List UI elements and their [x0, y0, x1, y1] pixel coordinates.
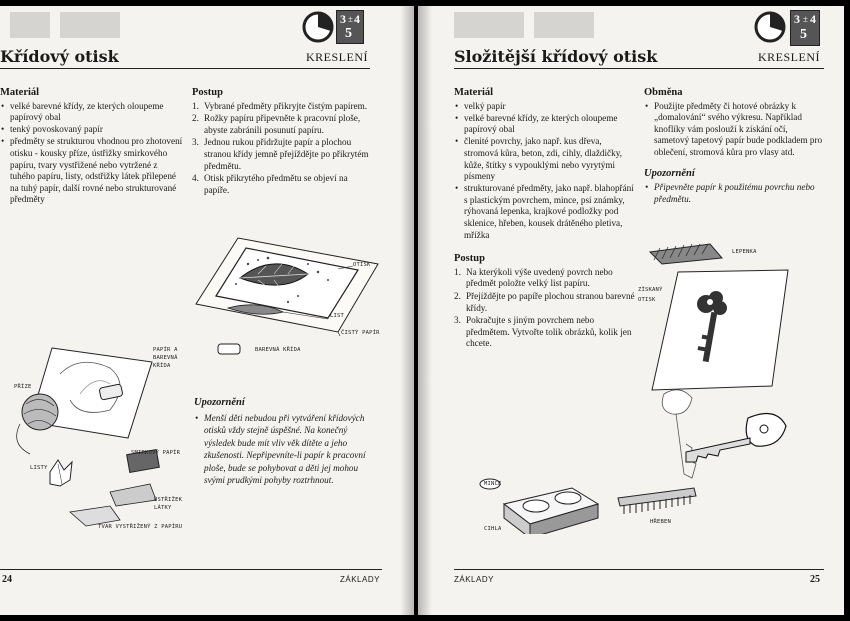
age-badge-divider: ± — [348, 14, 353, 24]
material-item: • velké barevné křídy, ze kterých oloupeme papírový obal — [454, 113, 636, 136]
footer-label: ZÁKLADY — [340, 575, 380, 584]
page-gutter-shadow — [418, 6, 432, 615]
postup-step — [192, 173, 372, 196]
right-page — [418, 6, 844, 615]
warning-heading: Upozornění — [644, 167, 695, 179]
step-number: 1. — [454, 266, 461, 277]
label-otisk: OTISK — [353, 262, 371, 268]
step-number: 4. — [192, 173, 199, 184]
footer-label: ZÁKLADY — [454, 575, 494, 584]
age-badge-right: 4 — [810, 12, 816, 26]
bleed-through-decoration — [10, 10, 130, 40]
label-mince: MINCE — [484, 481, 502, 487]
material-list — [0, 101, 184, 206]
material-heading: Materiál — [454, 87, 494, 98]
material-item: • členité povrchy, jako např. kus dřeva, stromová kůra, beton, zdi, cihly, dlaždičky, kůže, štítky s vypouklými nebo vyrytými písmeny — [454, 136, 636, 182]
clock-icon — [302, 11, 334, 43]
label-barevna-krida: BAREVNÁ KŘÍDA — [255, 347, 301, 353]
age-badge-bottom: 5 — [800, 27, 807, 42]
page-gutter-shadow — [400, 6, 414, 615]
warning-heading: Upozornění — [194, 397, 245, 408]
age-badge-top: 3 — [340, 12, 346, 26]
label-line: ÚSTŘIŽEK — [154, 497, 183, 503]
page-number: 25 — [810, 574, 820, 585]
age-badge-divider: ± — [803, 14, 808, 24]
label-line: OTISK — [638, 297, 656, 303]
age-badge — [790, 10, 820, 46]
postup-step — [192, 137, 372, 172]
section-tag: KRESLENÍ — [306, 50, 368, 64]
label-list: LIST — [330, 313, 345, 319]
material-list — [454, 101, 636, 242]
title-rule — [0, 68, 370, 69]
material-item: • velké barevné křídy, ze kterých oloupeme papírový obal — [0, 101, 184, 124]
step-text: Jednou rukou přidržujte papír a plochou stranou křídy jemně přejíždějte po přikrytém předmětu. — [204, 137, 369, 171]
label-tvar: TVAR VYSTŘIŽENÝ Z PAPÍRU — [98, 524, 183, 530]
page-title: Složitější křídový otisk — [454, 47, 658, 66]
step-number: 3. — [454, 315, 461, 326]
age-badge — [336, 10, 364, 44]
postup-heading: Postup — [192, 87, 223, 98]
label-smirkovy-papir: SMIRKOVÝ PAPÍR — [131, 450, 181, 456]
age-badge-bottom: 5 — [345, 26, 352, 41]
step-text: Na kterýkoli výše uvedený povrch nebo předmět položte velký list papíru. — [466, 266, 613, 289]
label-papir-barevna-krida — [153, 346, 178, 370]
warning-list — [644, 182, 824, 205]
label-line: BAREVNÁ — [153, 355, 178, 361]
postup-step — [192, 113, 372, 136]
step-number: 2. — [454, 291, 461, 301]
label-line: KŘÍDA — [153, 363, 171, 369]
key-rubbing-illustration — [458, 234, 828, 534]
warning-item: • Menší děti nebudou při vytváření křídových otisků vždy stejně úspěšné. Na konečný výsledek bude mít vliv věk dítěte a jeho zkušenosti. Nepřipevníte-li papír k pracovní ploše, bude se pohybovat a děti jej mohou svými prudkými pohyby roztrhnout. — [194, 412, 374, 487]
label-ziskany-otisk — [638, 285, 663, 305]
material-item: • strukturované předměty, jako např. blahopřání s plastickým povrchem, mince, psí známky, rýhovaná lepenka, krajkové podložky pod sklenice, hřeben, kousek drátěného pletiva, mřížka — [454, 183, 636, 241]
section-tag: KRESLENÍ — [758, 50, 820, 64]
step-text: Pokračujte s jiným povrchem nebo předmětem. Vytvořte tolik obrázků, kolik jen chcete. — [466, 315, 632, 349]
page-title: Křídový otisk — [0, 47, 119, 66]
step-text: Rožky papíru připevněte k pracovní ploše, abyste zabránili posunutí papíru. — [204, 113, 361, 135]
step-text: Otisk přikrytého předmětu se objeví na papíře. — [204, 173, 348, 195]
clock-icon — [754, 11, 786, 43]
label-cihla: CIHLA — [484, 526, 502, 532]
material-item: • tenký povoskovaný papír — [0, 124, 184, 136]
leaf-rubbing-illustration — [188, 234, 388, 364]
material-item: • velký papír — [454, 101, 636, 113]
age-badge-right: 4 — [354, 12, 360, 26]
postup-list — [192, 101, 372, 197]
material-heading: Materiál — [0, 87, 40, 98]
obmena-column — [644, 87, 824, 206]
step-text: Vybrané předměty přikryjte čistým papírem. — [204, 100, 368, 111]
postup-column — [192, 87, 372, 197]
postup-heading: Postup — [454, 253, 485, 265]
label-line: ZÍSKANÝ — [638, 287, 663, 293]
label-prize: PŘÍZE — [14, 384, 32, 390]
warning-list — [194, 412, 374, 487]
obmena-item: • Použijte předměty či hotové obrázky k „domalování“ svého výkresu. Například knoflíky vám poslouží k získání očí, sametový tapetový papír bude podkladem pro oblečení, stromová kůra pro vlasy atd. — [644, 101, 824, 159]
title-rule — [454, 68, 824, 69]
material-column — [0, 87, 184, 206]
step-number: 1. — [192, 100, 199, 111]
left-page — [0, 6, 414, 615]
step-number: 2. — [192, 113, 199, 124]
material-item: • předměty se strukturou vhodnou pro zhotovení otisku - kousky příze, ústřižky smirkového papíru, tvary vystřižené nebo vytržené z tuhého papíru, listy, odstřižky látek přilepené na tuhý papír, další rovné nebo strukturované předměty — [0, 136, 184, 206]
warning-item: • Připevněte papír k použitému povrchu nebo předmětu. — [644, 182, 824, 205]
footer-rule — [454, 569, 824, 570]
warning-section — [194, 397, 374, 487]
label-hreben: HŘEBEN — [650, 519, 672, 525]
postup-step — [192, 101, 372, 113]
label-line: PAPÍR A — [153, 347, 178, 353]
label-lepenka: LEPENKA — [732, 249, 757, 255]
step-number: 3. — [192, 137, 199, 148]
obmena-list — [644, 101, 824, 159]
page-number: 24 — [2, 574, 12, 585]
label-cisty-papir: ČISTÝ PAPÍR — [341, 330, 380, 336]
obmena-heading: Obměna — [644, 87, 683, 98]
label-line: LÁTKY — [154, 505, 172, 511]
label-listy: LISTY — [30, 465, 48, 471]
label-ustrizek-latky — [154, 496, 182, 512]
step-text: Přejíždějte po papíře plochou stranou barevné křídy. — [466, 291, 635, 313]
bleed-through-decoration — [454, 10, 604, 40]
footer-rule — [0, 569, 382, 570]
age-badge-top: 3 — [794, 12, 800, 26]
